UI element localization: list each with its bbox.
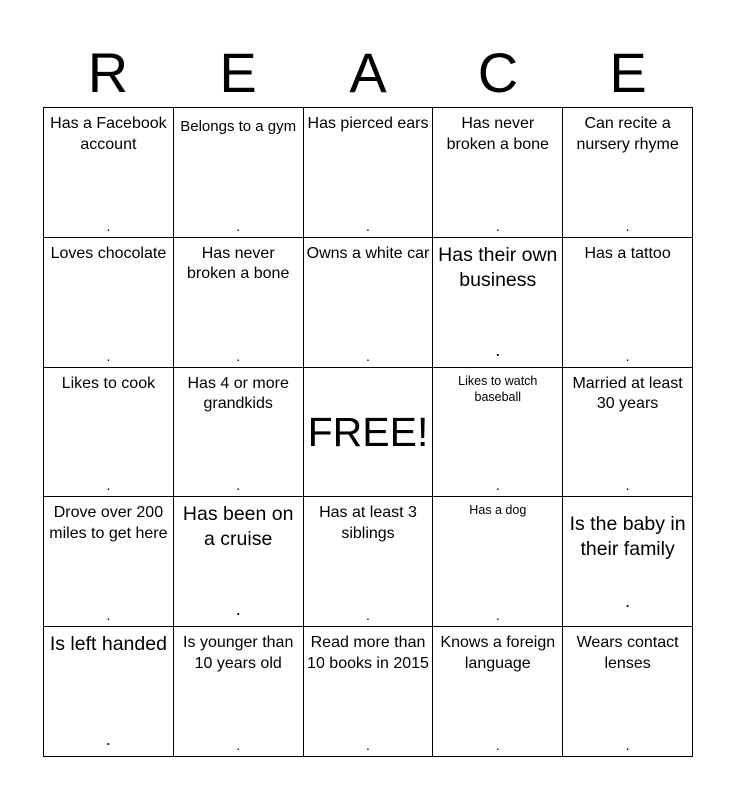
bingo-cell bbox=[44, 368, 174, 498]
cell-dot: . bbox=[235, 599, 241, 620]
cell-dot: . bbox=[366, 607, 370, 624]
cell-text: Likes to watch baseball bbox=[458, 373, 538, 404]
bingo-header bbox=[43, 40, 693, 106]
bingo-cell bbox=[563, 238, 693, 368]
bingo-cell bbox=[304, 627, 434, 757]
cell-text: Belongs to a gym bbox=[180, 118, 297, 135]
bingo-cell bbox=[304, 497, 434, 627]
cell-dot: . bbox=[236, 347, 241, 364]
bingo-grid bbox=[43, 107, 693, 757]
cell-dot: . bbox=[625, 477, 630, 494]
bingo-cell bbox=[44, 497, 174, 627]
header-letter: C bbox=[477, 41, 519, 104]
header-letter: R bbox=[87, 41, 129, 104]
cell-dot: . bbox=[495, 217, 500, 234]
cell-dot: . bbox=[106, 347, 111, 364]
bingo-cell bbox=[433, 627, 563, 757]
bingo-cell bbox=[433, 497, 563, 627]
cell-dot: . bbox=[625, 591, 631, 612]
cell-text: Can recite a nursery rhyme bbox=[576, 115, 679, 153]
cell-text: Has pierced ears bbox=[307, 115, 429, 132]
header-letter: A bbox=[349, 41, 387, 104]
cell-dot: . bbox=[366, 217, 370, 234]
cell-dot: . bbox=[236, 737, 241, 753]
cell-text: Has a tattoo bbox=[584, 244, 671, 262]
cell-text: Wears contact lenses bbox=[576, 634, 679, 672]
cell-dot: . bbox=[366, 347, 370, 364]
cell-text: Drove over 200 miles to get here bbox=[49, 504, 168, 542]
cell-dot: . bbox=[105, 729, 111, 749]
cell-dot: . bbox=[106, 607, 111, 624]
bingo-cell bbox=[44, 238, 174, 368]
header-letter: E bbox=[609, 41, 647, 104]
cell-dot: . bbox=[106, 477, 111, 494]
cell-text: Is left handed bbox=[49, 633, 167, 656]
cell-text: Loves chocolate bbox=[50, 244, 167, 262]
bingo-cell bbox=[44, 108, 174, 238]
bingo-cell bbox=[44, 627, 174, 757]
cell-text: Has a Facebook account bbox=[50, 115, 167, 153]
bingo-cell bbox=[174, 108, 304, 238]
cell-dot: . bbox=[495, 339, 501, 360]
cell-dot: . bbox=[495, 737, 500, 753]
cell-text: Has 4 or more grandkids bbox=[187, 374, 289, 413]
cell-text: Read more than 10 books in 2015 bbox=[307, 634, 429, 672]
cell-text: Is younger than 10 years old bbox=[183, 634, 294, 672]
cell-dot: . bbox=[625, 737, 630, 753]
bingo-cell bbox=[304, 238, 434, 368]
cell-dot: . bbox=[495, 607, 500, 624]
cell-text: Has a dog bbox=[469, 503, 527, 518]
cell-dot: . bbox=[495, 477, 500, 494]
cell-text: Knows a foreign language bbox=[440, 634, 556, 672]
cell-text: Has never broken a bone bbox=[187, 244, 290, 283]
bingo-cell bbox=[174, 627, 304, 757]
cell-dot: . bbox=[236, 477, 241, 494]
bingo-cell bbox=[563, 108, 693, 238]
cell-text: Has never broken a bone bbox=[446, 115, 549, 153]
cell-text: Has at least 3 siblings bbox=[319, 504, 417, 542]
bingo-cell bbox=[304, 108, 434, 238]
bingo-cell bbox=[174, 238, 304, 368]
bingo-cell bbox=[174, 497, 304, 627]
bingo-cell bbox=[563, 627, 693, 757]
cell-dot: . bbox=[366, 737, 370, 753]
cell-text: Married at least 30 years bbox=[572, 374, 683, 413]
cell-text: Is the baby in their family bbox=[569, 513, 686, 561]
cell-text: Has their own business bbox=[438, 243, 558, 291]
free-space-text: FREE! bbox=[307, 408, 429, 455]
bingo-cell bbox=[174, 368, 304, 498]
cell-dot: . bbox=[625, 217, 630, 234]
cell-text: Owns a white car bbox=[306, 244, 430, 262]
cell-text: Has been on a cruise bbox=[182, 503, 294, 551]
bingo-cell bbox=[433, 238, 563, 368]
bingo-cell bbox=[563, 497, 693, 627]
bingo-cell bbox=[433, 108, 563, 238]
bingo-cell bbox=[433, 368, 563, 498]
bingo-cell-free bbox=[304, 368, 434, 498]
cell-dot: . bbox=[106, 217, 111, 234]
header-letter: E bbox=[219, 41, 257, 104]
cell-dot: . bbox=[236, 217, 241, 234]
cell-text: Likes to cook bbox=[61, 374, 156, 392]
bingo-cell bbox=[563, 368, 693, 498]
cell-dot: . bbox=[625, 347, 630, 364]
